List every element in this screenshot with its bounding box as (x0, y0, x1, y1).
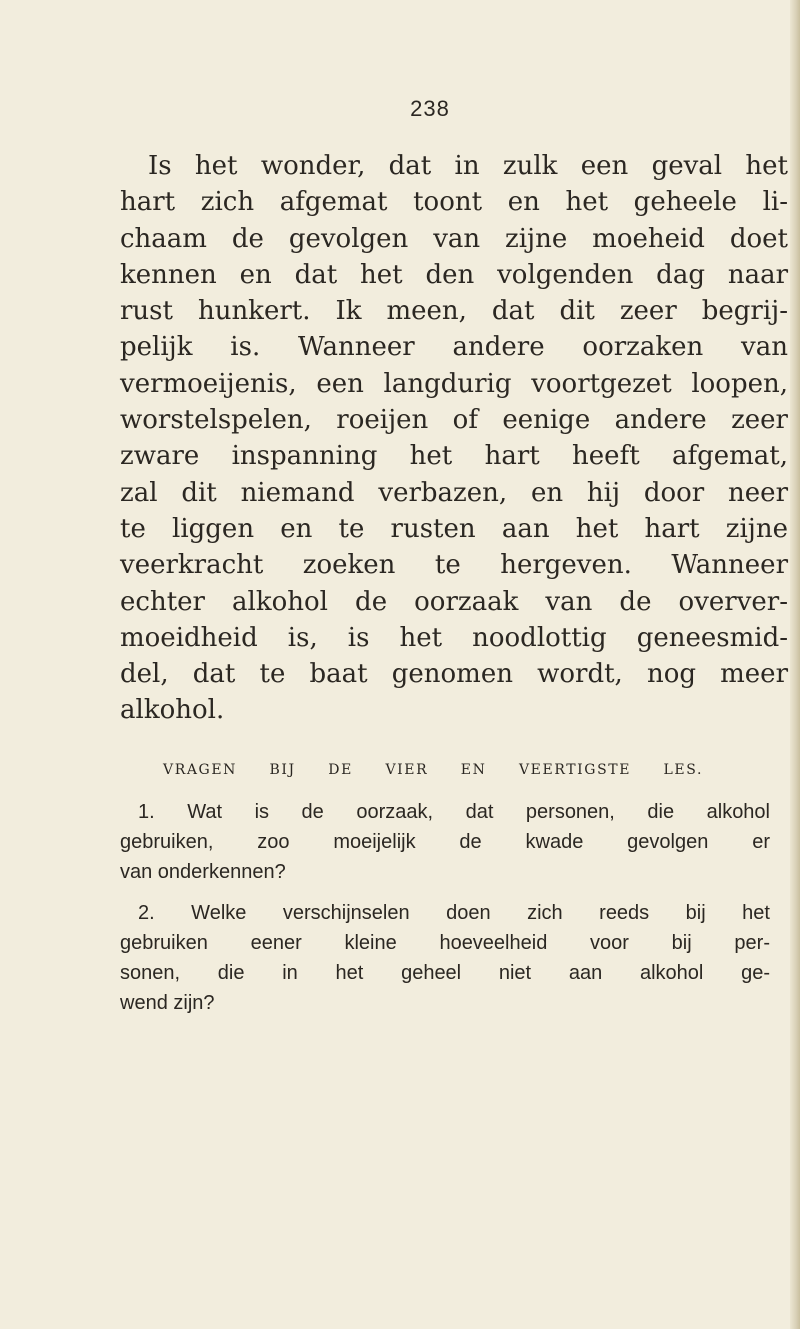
question-line: van onderkennen? (120, 861, 286, 883)
page-number: 238 (410, 96, 450, 121)
question-line: wend zijn? (120, 992, 215, 1014)
paragraph-line: chaam de gevolgen van zijne moeheid doet (120, 223, 788, 254)
question-item (120, 898, 770, 1018)
section-heading: VRAGEN BIJ DE VIER EN VEERTIGSTE LES. (163, 762, 703, 778)
questions-list (120, 797, 770, 1029)
body-paragraph (120, 148, 788, 729)
page-edge (790, 0, 800, 1329)
paragraph-line: veerkracht zoeken te hergeven. Wanneer (120, 550, 788, 581)
paragraph-line: moeidheid is, is het noodlottig geneesmid- (120, 622, 788, 653)
paragraph-line: Is het wonder, dat in zulk een geval het (148, 151, 788, 181)
paragraph-line: zware inspanning het hart heeft afgemat, (120, 441, 788, 472)
paragraph-line: alkohol. (120, 695, 225, 726)
question-line: sonen, die in het geheel niet aan alkohol ge- (120, 962, 770, 984)
question-line: 2. Welke verschijnselen doen zich reeds bij het (138, 902, 770, 924)
paragraph-line: pelijk is. Wanneer andere oorzaken van (120, 332, 788, 363)
paragraph-line: rust hunkert. Ik meen, dat dit zeer begrij- (120, 296, 788, 327)
paragraph-line: hart zich afgemat toont en het geheele li- (120, 187, 788, 218)
question-line: gebruiken eener kleine hoeveelheid voor bij per- (120, 932, 770, 954)
question-line: gebruiken, zoo moeijelijk de kwade gevolgen er (120, 831, 770, 853)
paragraph-line: del, dat te baat genomen wordt, nog meer (120, 659, 788, 690)
question-item (120, 797, 770, 887)
paragraph-line: worstelspelen, roeijen of eenige andere zeer (120, 405, 788, 436)
paragraph-line: echter alkohol de oorzaak van de overver- (120, 586, 788, 617)
question-line: 1. Wat is de oorzaak, dat personen, die alkohol (138, 801, 770, 823)
paragraph-line: zal dit niemand verbazen, en hij door neer (120, 477, 788, 508)
paragraph-line: vermoeijenis, een langdurig voortgezet loopen, (120, 368, 788, 399)
paragraph-line: kennen en dat het den volgenden dag naar (120, 259, 788, 290)
paragraph-line: te liggen en te rusten aan het hart zijne (120, 513, 788, 544)
